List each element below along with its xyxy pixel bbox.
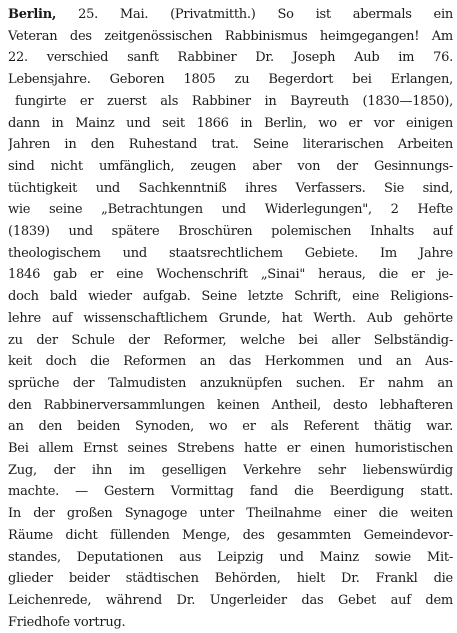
- text-line-25: Räume dicht füllenden Menge, des gesammten Gemeindevor-: [8, 527, 453, 543]
- text-line-9: tüchtigkeit und Sachkenntniß ihres Verfassers. Sie sind,: [8, 180, 453, 196]
- text-line-6: dann in Mainz und seit 1866 in Berlin, wo er vor einigen: [8, 115, 453, 131]
- text-line-26: standes, Deputationen aus Leipzig und Mainz sowie Mit-: [8, 549, 453, 565]
- text-line-23: machte. — Gestern Vormittag fand die Beerdigung statt.: [8, 484, 453, 500]
- text-line-28: Leichenrede, während Dr. Ungerleider das Gebet auf dem: [8, 592, 453, 608]
- text-line-12: theologischem und staatsrechtlichem Gebiete. Im Jahre: [8, 245, 453, 261]
- line-1-rest: 25. Mai. (Privatmitth.) So ist abermals ein: [78, 7, 453, 22]
- text-line-22: Zug, der ihn im geselligen Verkehre sehr liebenswürdig: [8, 462, 453, 478]
- text-line-8: sind nicht umfänglich, zeugen aber von der Gesinnungs-: [8, 158, 453, 174]
- text-line-19: den Rabbinerversammlungen keinen Antheil, desto lebhafteren: [8, 397, 453, 413]
- text-line-24: In der großen Synagoge unter Theilnahme einer die weiten: [8, 506, 453, 522]
- text-line-1: [8, 4, 453, 26]
- text-line-14: doch bald wieder aufgab. Seine letzte Schrift, eine Religions-: [8, 289, 453, 305]
- article-paragraph: [8, 4, 453, 633]
- text-line-27: glieder beider städtischen Behörden, hielt Dr. Frankl die: [8, 571, 453, 587]
- text-line-20: an den beiden Synoden, wo er als Referent thätig war.: [8, 419, 453, 435]
- text-line-17: keit doch die Reformen an das Herkommen und an Aus-: [8, 354, 453, 370]
- text-line-13: 1846 gab er eine Wochenschrift „Sinai" heraus, die er je-: [8, 267, 453, 283]
- text-line-29: Friedhofe vortrug.: [8, 614, 126, 630]
- text-line-16: zu der Schule der Reformer, welche bei aller Selbständig-: [8, 332, 453, 348]
- text-line-15: lehre auf wissenschaftlichem Grunde, hat Werth. Aub gehörte: [8, 310, 453, 326]
- text-line-5: fungirte er zuerst als Rabbiner in Bayreuth (1830—1850),: [15, 93, 453, 109]
- text-line-21: Bei allem Ernst seines Strebens hatte er einen humoristischen: [8, 441, 453, 457]
- text-line-3: 22. verschied sanft Rabbiner Dr. Joseph Aub im 76.: [8, 50, 453, 66]
- text-line-18: sprüche der Talmudisten anzuknüpfen suchen. Er nahm an: [8, 375, 453, 391]
- text-line-2: Veteran des zeitgenössischen Rabbinismus heimgegangen! Am: [8, 28, 453, 44]
- dateline: Berlin,: [8, 7, 57, 22]
- text-line-10: wie seine „Betrachtungen und Widerlegungen", 2 Hefte: [8, 202, 453, 218]
- text-line-4: Lebensjahre. Geboren 1805 zu Begerdort bei Erlangen,: [8, 72, 453, 88]
- text-line-11: (1839) und spätere Broschüren polemischen Inhalts auf: [8, 224, 453, 240]
- text-line-7: Jahren in den Ruhestand trat. Seine literarischen Arbeiten: [8, 137, 453, 153]
